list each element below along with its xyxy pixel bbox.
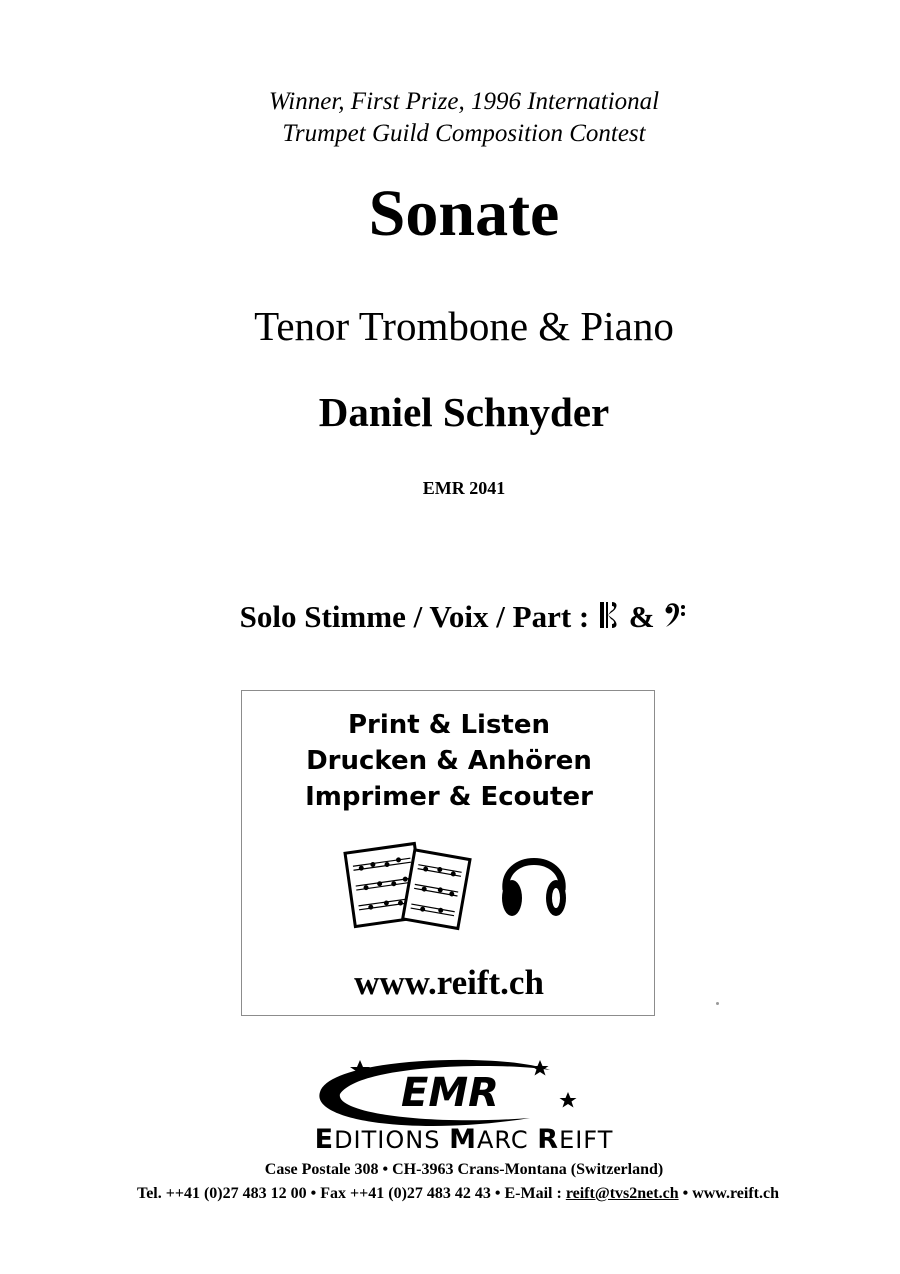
promo-line-2: Drucken & Anhören (306, 746, 592, 776)
award-line-2: Trumpet Guild Composition Contest (282, 120, 646, 147)
print-listen-box (241, 690, 655, 1016)
contact-website: • www.reift.ch (678, 1185, 779, 1202)
publisher-name (244, 1124, 684, 1155)
promo-line-1: Print & Listen (347, 710, 551, 740)
emr-logo (300, 1052, 590, 1132)
publisher-address: Case Postale 308 • CH-3963 Crans-Montana (Switzerland) (264, 1161, 664, 1178)
solo-part-label: Solo Stimme / Voix / Part : (239, 599, 590, 634)
promo-line-3: Imprimer & Ecouter (305, 782, 593, 812)
publisher-name-part: E (314, 1124, 335, 1155)
headphones-icon (498, 842, 570, 922)
publisher-name-part: DITIONS (334, 1126, 450, 1154)
composer-name: Daniel Schnyder (318, 389, 610, 435)
contact-phone-fax: Tel. ++41 (0)27 483 12 00 • Fax ++41 (0)27 483 42 43 • E-Mail : (136, 1185, 566, 1202)
award-line-1: Winner, First Prize, 1996 International (268, 88, 660, 115)
clef-joiner: & (628, 599, 655, 634)
website-url[interactable]: www.reift.ch (354, 963, 544, 1002)
award-text (0, 86, 900, 150)
promo-icons (340, 836, 570, 931)
speck (716, 1002, 719, 1005)
solo-part-line (0, 598, 900, 639)
tenor-clef-icon (599, 600, 619, 639)
bass-clef-icon (664, 600, 686, 639)
instrumentation: Tenor Trombone & Piano (254, 303, 674, 349)
publisher-name-part: EIFT (559, 1126, 614, 1154)
publisher-name-part: ARC (476, 1126, 538, 1154)
publisher-name-part: R (537, 1124, 560, 1155)
publisher-name-part: M (449, 1124, 477, 1155)
sheet-music-icon (340, 836, 480, 931)
publisher-contact (0, 1184, 900, 1204)
catalog-number: EMR 2041 (422, 478, 506, 498)
contact-email-link[interactable]: reift@tvs2net.ch (565, 1185, 679, 1202)
page-title: Sonate (368, 177, 560, 250)
logo-text: EMR (401, 1070, 499, 1116)
